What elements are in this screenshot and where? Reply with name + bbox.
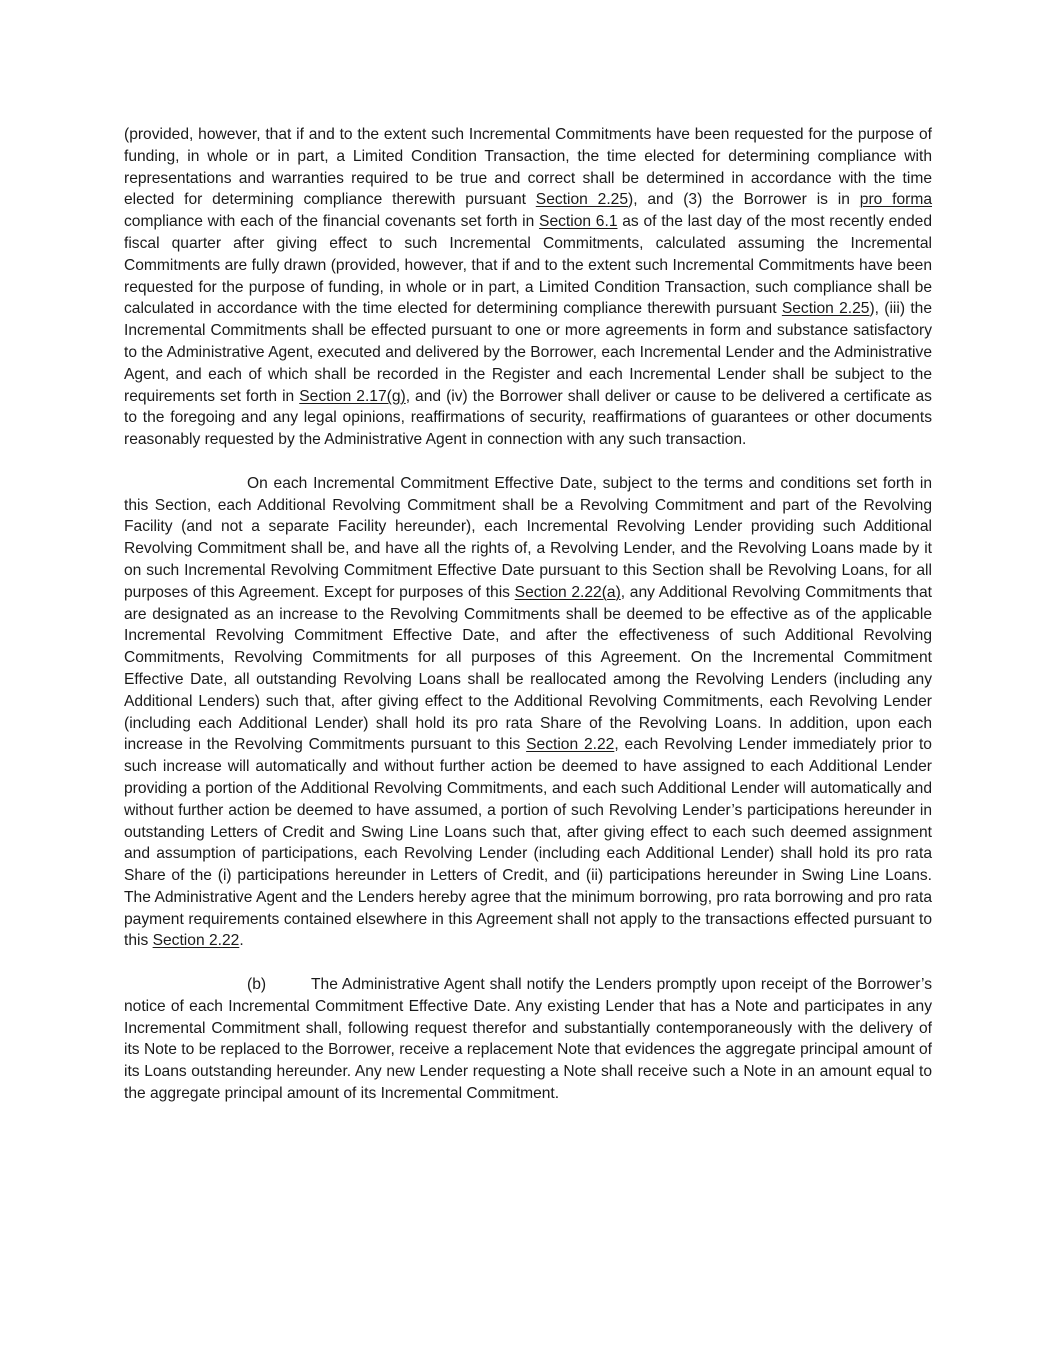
section-reference: Section 2.22(a)	[514, 583, 621, 601]
section-reference: Section 6.1	[539, 213, 618, 231]
document-page	[124, 124, 932, 1105]
paragraph-text: (provided, however, that if and to the extent such Incremental Commitments have been requested for the purpose of funding, in whole or in part, a Limited Condition Transaction, the time elected for determining compliance with representations and warranties required to be true and correct shall be determined in accordance with the time elected for determining compliance therewith pursuant	[124, 126, 932, 209]
section-reference: Section 2.22	[526, 736, 615, 754]
paragraph-effective-date	[124, 473, 932, 953]
paragraph-text: compliance with each of the financial covenants set forth in	[124, 213, 540, 231]
paragraph-text: On each Incremental Commitment Effective Date, subject to the terms and conditions set forth in this Section, each Additional Revolving Commitment shall be a Revolving Commitment and part of the Revolving Facility (and not a separate Facility hereunder), each Incremental Revolving Lender providing such Additional Revolving Commitment shall be, and have all the rights of, a Revolving Lender, and the Revolving Loans made by it on such Incremental Revolving Commitment Effective Date pursuant to this Section shall be Revolving Loans, for all purposes of this Agreement. Except for purposes of this	[124, 474, 932, 601]
paragraph-text: The Administrative Agent shall notify the Lenders promptly upon receipt of the Borrower’s notice of each Incremental Commitment Effective Date. Any existing Lender that has a Note and participates in any Incremental Commitment shall, following request therefor and substantially contemporaneously with the delivery of its Note to be replaced to the Borrower, receive a replacement Note that evidences the aggregate principal amount of its Loans outstanding hereunder. Any new Lender requesting a Note shall receive such a Note in an amount equal to the aggregate principal amount of its Incremental Commitment.	[124, 976, 932, 1103]
paragraph-b	[124, 974, 932, 1105]
paragraph-text: , and (iv) the Borrower shall deliver or cause to be delivered a certificate as to the foregoing and any legal opinions, reaffirmations of security, reaffirmations of guarantees or other documents reasonably requested by the Administrative Agent in connection with any such transaction.	[124, 387, 932, 449]
paragraph-text: , each Revolving Lender immediately prior to such increase will automatically and without further action be deemed to have assigned to each Additional Lender providing a portion of the Additional Revolving Commitments, and each such Additional Lender will automatically and without further action be deemed to have assumed, a portion of such Revolving Lender’s participations hereunder in outstanding Letters of Credit and Swing Line Loans such that, after giving effect to each such deemed assignment and assumption of participations, each Revolving Lender (including each Additional Lender) shall hold its pro rata Share of the (i) participations hereunder in Letters of Credit, and (ii) participations hereunder in Swing Line Loans. The Administrative Agent and the Lenders hereby agree that the minimum borrowing, pro rata borrowing and pro rata payment requirements contained elsewhere in this Agreement shall not apply to the transactions effected pursuant to this	[124, 736, 932, 950]
paragraph-text: .	[239, 932, 244, 950]
section-reference: Section 2.17(g)	[299, 387, 406, 405]
section-reference: Section 2.25	[535, 191, 628, 209]
subsection-label: (b)	[247, 976, 267, 994]
paragraph-text: , any Additional Revolving Commitments that are designated as an increase to the Revolving Commitments shall be deemed to be effective as of the applicable Incremental Revolving Commitment Effective Date, and after the effectiveness of such Additional Revolving Commitments, Revolving Commitments for all purposes of this Agreement. On the Incremental Commitment Effective Date, all outstanding Revolving Loans shall be reallocated among the Revolving Lenders (including any Additional Lenders) such that, after giving effect to the Additional Revolving Commitments, each Revolving Lender (including each Additional Lender) shall hold its pro rata Share of the Revolving Loans. In addition, upon each increase in the Revolving Commitments pursuant to this	[124, 583, 932, 754]
section-reference: Section 2.22	[152, 932, 240, 950]
paragraph-provided-however	[124, 124, 932, 451]
pro-forma-term: pro forma	[859, 191, 932, 209]
paragraph-text: ), (iii) the Incremental Commitments shall be effected pursuant to one or more agreements in form and substance satisfactory to the Administrative Agent, executed and delivered by the Borrower, each Incremental Lender and the Administrative Agent, and each of which shall be recorded in the Register and each Incremental Lender shall be subject to the requirements set forth in	[124, 300, 932, 405]
paragraph-text: as of the last day of the most recently ended fiscal quarter after giving effect to such Incremental Commitments, calculated assuming the Incremental Commitments are fully drawn (provided, however, that if and to the extent such Incremental Commitments have been requested for the purpose of funding, in whole or in part, a Limited Condition Transaction, such compliance shall be calculated in accordance with the time elected for determining compliance therewith pursuant	[124, 213, 932, 318]
section-reference: Section 2.25	[781, 300, 870, 318]
paragraph-text: ), and (3) the Borrower is in	[628, 191, 860, 209]
